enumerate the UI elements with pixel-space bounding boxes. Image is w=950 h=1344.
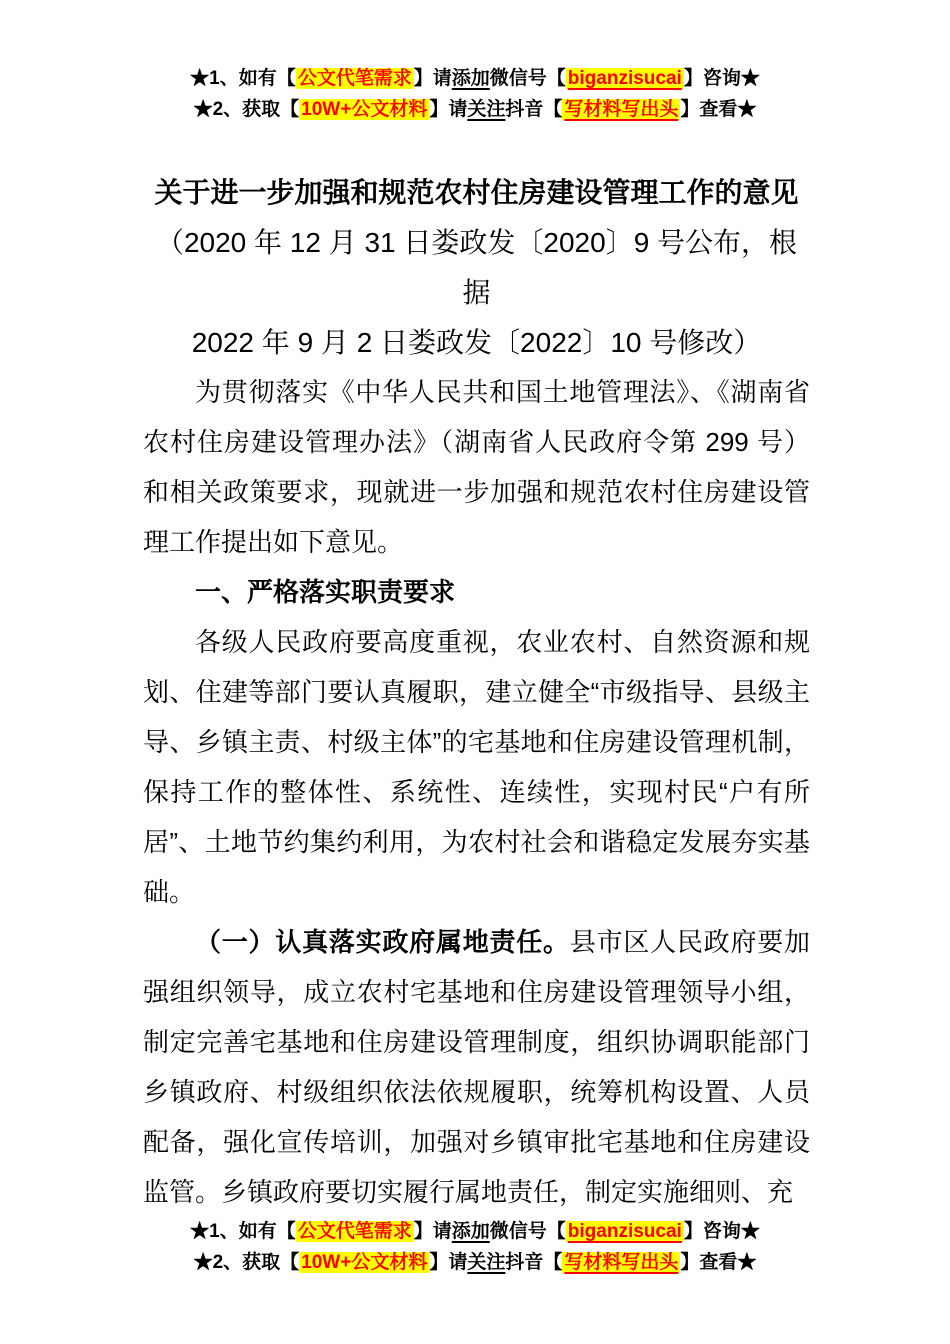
text-segment: 】请	[429, 1252, 468, 1273]
text-segment: 】请	[413, 1221, 452, 1242]
title-block	[143, 168, 810, 368]
document-subtitle-line: 2022 年 9 月 2 日娄政发〔2022〕10 号修改）	[191, 327, 762, 358]
text-segment: 】请	[413, 68, 452, 89]
promo-banner-top	[0, 63, 950, 125]
text-segment: 抖音【	[505, 99, 563, 120]
body-paragraph	[143, 617, 810, 917]
text-segment: 抖音【	[505, 1252, 563, 1273]
text-segment: （一）认真落实政府属地责任。	[195, 927, 570, 957]
text-segment: 为贯彻落实《中华人民共和国土地管理法》、《湖南省农村住房建设管理办法》（湖南省人民政府令第 299 号）和相关政策要求，现就进一步加强和规范农村住房建设管理工作提出如下意见。	[143, 377, 810, 557]
underlined-text: 添加	[451, 68, 490, 89]
highlighted-text: biganzisucai	[567, 1221, 682, 1242]
body-paragraph	[143, 917, 810, 1217]
text-segment: ★1、如有【	[190, 1221, 296, 1242]
text-segment: 一、严格落实职责要求	[195, 577, 456, 607]
document-body	[143, 367, 810, 1217]
body-paragraph	[143, 367, 810, 567]
text-segment: ★2、获取【	[193, 99, 300, 120]
text-segment: 】查看★	[680, 99, 757, 120]
text-segment: 微信号【	[489, 1221, 566, 1242]
highlighted-text: 写材料写出头	[564, 1252, 679, 1273]
promo-line	[0, 94, 950, 125]
text-segment: ★2、获取【	[193, 1252, 300, 1273]
promo-line	[0, 63, 950, 94]
text-segment: ★1、如有【	[190, 68, 296, 89]
highlighted-text: 公文代笔需求	[297, 1221, 412, 1242]
document-title: 关于进一步加强和规范农村住房建设管理工作的意见	[154, 177, 799, 208]
promo-line	[0, 1216, 950, 1247]
document-subtitle-line: （2020 年 12 月 31 日娄政发〔2020〕9 号公布，根据	[155, 227, 798, 308]
highlighted-text: 写材料写出头	[564, 99, 679, 120]
text-segment: 县市区人民政府要加强组织领导，成立农村宅基地和住房建设管理领导小组，制定完善宅基地和住房建设管理制度，组织协调职能部门乡镇政府、村级组织依法依规履职，统筹机构设置、人员配备，强化宣传培训，加强对乡镇审批宅基地和住房建设监管。乡镇政府要切实履行属地责任，制定实施细则、充	[143, 927, 810, 1207]
highlighted-text: 10W+公文材料	[301, 99, 428, 120]
underlined-text: 关注	[467, 99, 506, 120]
highlighted-text: 10W+公文材料	[301, 1252, 428, 1273]
text-segment: 微信号【	[489, 68, 566, 89]
text-segment: 】查看★	[680, 1252, 757, 1273]
promo-line	[0, 1247, 950, 1278]
highlighted-text: 公文代笔需求	[297, 68, 412, 89]
text-segment: 】咨询★	[683, 68, 760, 89]
text-segment: 】咨询★	[683, 1221, 760, 1242]
underlined-text: 添加	[451, 1221, 490, 1242]
text-segment: 】请	[429, 99, 468, 120]
highlighted-text: biganzisucai	[567, 68, 682, 89]
section-heading	[143, 567, 810, 617]
underlined-text: 关注	[467, 1252, 506, 1273]
promo-banner-bottom	[0, 1216, 950, 1278]
text-segment: 各级人民政府要高度重视，农业农村、自然资源和规划、住建等部门要认真履职，建立健全“市级指导、县级主导、乡镇主责、村级主体”的宅基地和住房建设管理机制，保持工作的整体性、系统性、连续性，实现村民“户有所居”、土地节约集约利用，为农村社会和谐稳定发展夯实基础。	[143, 627, 810, 907]
